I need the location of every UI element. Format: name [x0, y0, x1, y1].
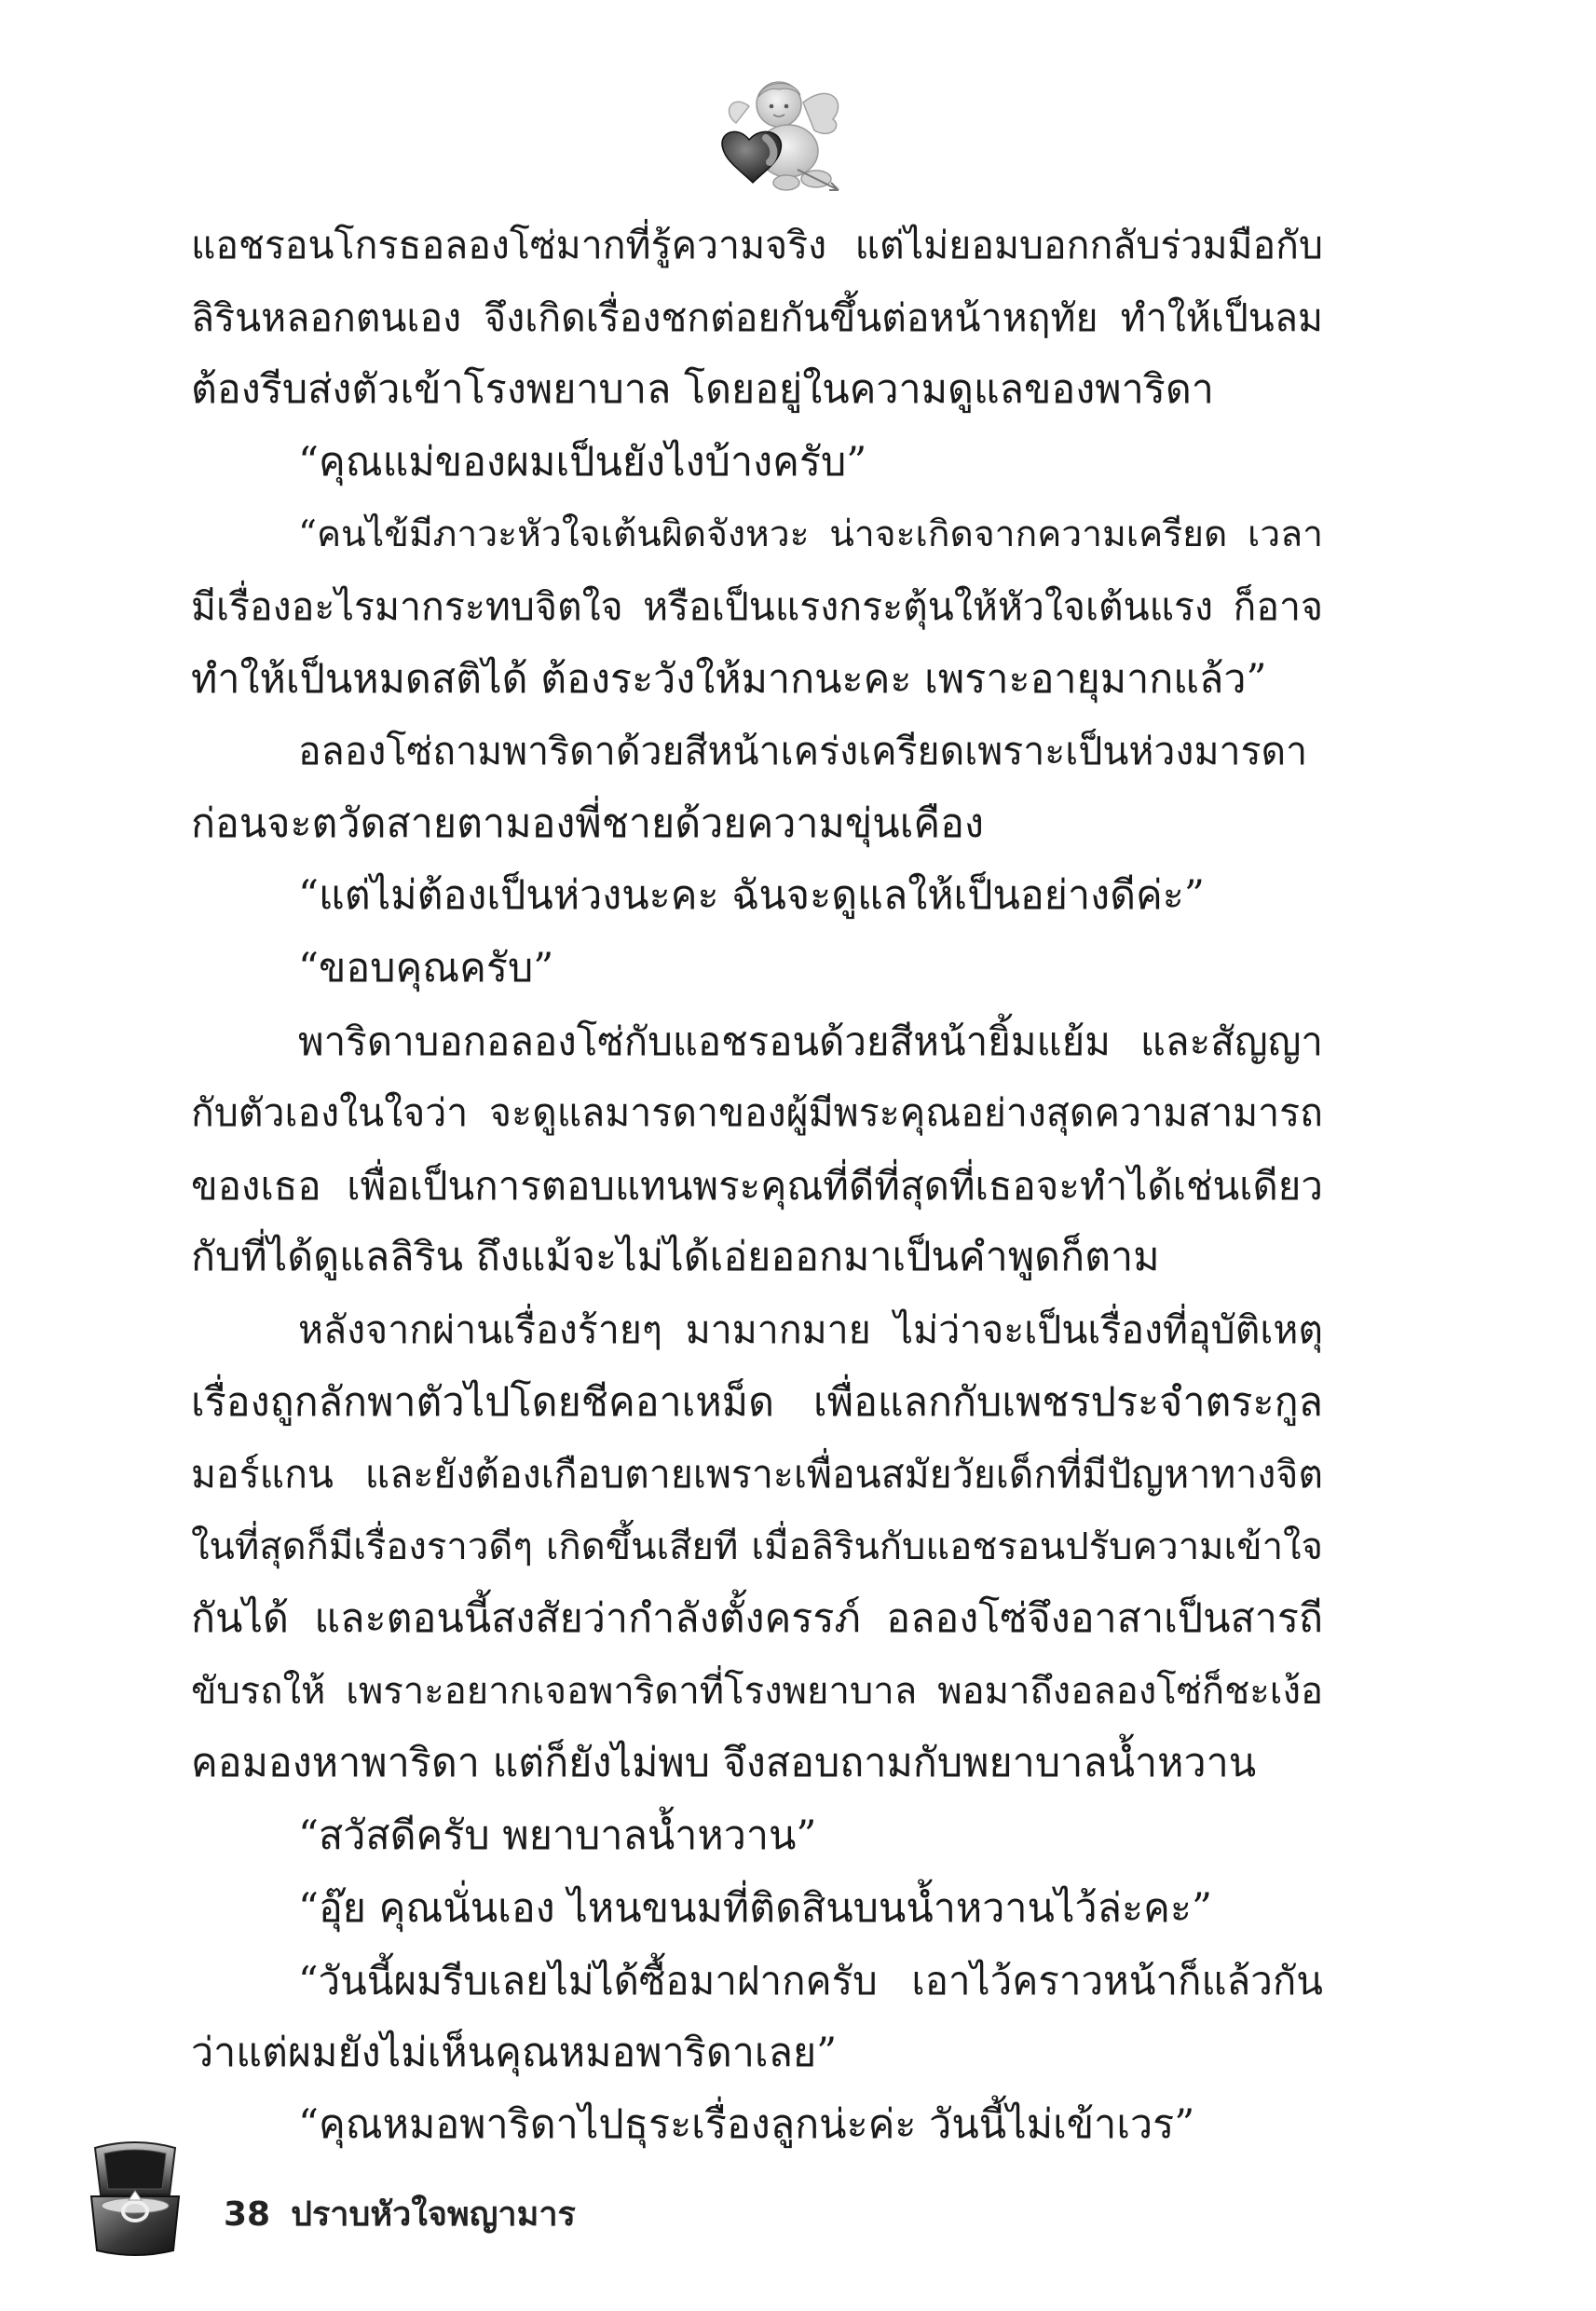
footer-text [224, 2187, 576, 2240]
text-line: มอร์แกน และยังต้องเกือบตายเพราะเพื่อนสมัยวัยเด็กที่มีปัญหาทางจิต [191, 1452, 1323, 1497]
text-line: ขับรถให้ เพราะอยากเจอพาริดาที่โรงพยาบาล พอมาถึงอลองโซ่ก็ชะเง้อ [191, 1669, 1323, 1713]
text-line: ทำให้เป็นหมดสติได้ ต้องระวังให้มากนะคะ เพราะอายุมากแล้ว” [191, 655, 1267, 703]
text-line: ว่าแต่ผมยังไม่เห็นคุณหมอพาริดาเลย” [191, 2029, 838, 2076]
text-line: “คุณแม่ของผมเป็นยังไงบ้างครับ” [298, 438, 867, 485]
text-line: “อุ๊ย คุณนั่นเอง ไหนขนมที่ติดสินบนน้ำหวานไว้ล่ะคะ” [298, 1884, 1212, 1932]
page-number: 38 [224, 2195, 271, 2234]
book-title: ปราบหัวใจพญามาร [291, 2195, 576, 2234]
text-line: หลังจากผ่านเรื่องร้ายๆ มามากมาย ไม่ว่าจะเป็นเรื่องที่อุบัติเหตุ [298, 1306, 1323, 1352]
body-text [191, 210, 1323, 2162]
text-line: “คุณหมอพาริดาไปธุระเรื่องลูกน่ะค่ะ วันนี้ไม่เข้าเวร” [298, 2101, 1195, 2149]
text-line: “คนไข้มีภาวะหัวใจเต้นผิดจังหวะ น่าจะเกิดจากความเครียด เวลา [298, 513, 1323, 556]
cupid-heart-icon [712, 75, 852, 196]
text-line: “ขอบคุณครับ” [298, 944, 554, 991]
page-footer [84, 2139, 736, 2278]
text-line: “แต่ไม่ต้องเป็นห่วงนะคะ ฉันจะดูแลให้เป็นอย่างดีค่ะ” [298, 872, 1205, 920]
text-line: เรื่องถูกลักพาตัวไปโดยชีคอาเหม็ด เพื่อแลกกับเพชรประจำตระกูล [191, 1378, 1323, 1426]
text-line: กับตัวเองในใจว่า จะดูแลมารดาของผู้มีพระคุณอย่างสุดความสามารถ [191, 1090, 1323, 1136]
text-line: กันได้ และตอนนี้สงสัยว่ากำลังตั้งครรภ์ อลองโซ่จึงอาสาเป็นสารถี [191, 1595, 1323, 1643]
text-line: “สวัสดีครับ พยาบาลน้ำหวาน” [298, 1812, 817, 1860]
text-line: อลองโซ่ถามพาริดาด้วยสีหน้าเคร่งเครียดเพราะเป็นห่วงมารดา [298, 729, 1308, 774]
text-line: ต้องรีบส่งตัวเข้าโรงพยาบาล โดยอยู่ในความดูแลของพาริดา [191, 366, 1214, 414]
text-line: ลิรินหลอกตนเอง จึงเกิดเรื่องชกต่อยกันขึ้นต่อหน้าหฤทัย ทำให้เป็นลม [191, 294, 1323, 340]
text-line: กับที่ได้ดูแลลิริน ถึงแม้จะไม่ได้เอ่ยออกมาเป็นคำพูดก็ตาม [191, 1234, 1160, 1281]
text-line: “วันนี้ผมรีบเลยไม่ได้ซื้อมาฝากครับ เอาไว้คราวหน้าก็แล้วกัน [298, 1958, 1323, 2004]
text-line: ของเธอ เพื่อเป็นการตอบแทนพระคุณที่ดีที่สุดที่เธอจะทำได้เช่นเดียว [191, 1162, 1323, 1209]
text-line: คอมองหาพาริดา แต่ก็ยังไม่พบ จึงสอบถามกับพยาบาลน้ำหวาน [191, 1740, 1257, 1787]
text-line: แอชรอนโกรธอลองโซ่มากที่รู้ความจริง แต่ไม่ยอมบอกกลับร่วมมือกับ [191, 223, 1323, 267]
ring-box-icon [84, 2139, 186, 2260]
text-line: พาริดาบอกอลองโซ่กับแอชรอนด้วยสีหน้ายิ้มแย้ม และสัญญา [298, 1018, 1323, 1064]
text-line: ก่อนจะตวัดสายตามองพี่ชายด้วยความขุ่นเคือง [191, 800, 984, 847]
text-line: มีเรื่องอะไรมากระทบจิตใจ หรือเป็นแรงกระตุ้นให้หัวใจเต้นแรง ก็อาจ [191, 583, 1323, 629]
text-line: ในที่สุดก็มีเรื่องราวดีๆ เกิดขึ้นเสียที เมื่อลิรินกับแอชรอนปรับความเข้าใจ [191, 1525, 1323, 1568]
